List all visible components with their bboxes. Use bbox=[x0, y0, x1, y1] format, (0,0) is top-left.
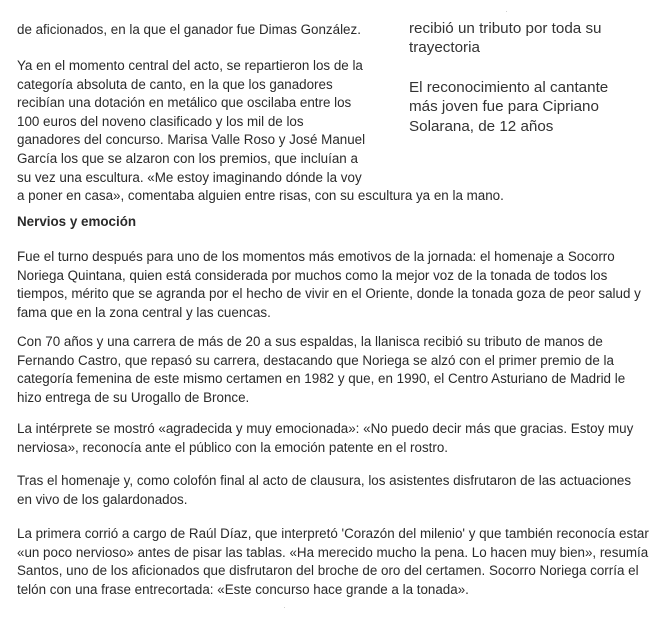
section-heading: Nervios y emoción bbox=[17, 214, 137, 229]
text-line: La intérprete se mostró «agradecida y muy emocionada»: «No puedo decir más que gracias. Estoy muy bbox=[17, 421, 634, 436]
text-line: recibían una dotación en metálico que oscilaba entre los bbox=[17, 95, 352, 111]
paragraph-career bbox=[17, 333, 625, 407]
text-line: trayectoria bbox=[409, 39, 480, 57]
sidebar-quote-youngest bbox=[409, 78, 608, 136]
text-line: Noriega Quintana, quien está considerada por muchos como la mejor voz de la tonada de todos los bbox=[17, 267, 608, 283]
text-line: La primera corrió a cargo de Raúl Díaz, que interpretó 'Corazón del milenio' y que también reconocía estar bbox=[17, 526, 649, 541]
text-line: su vez una escultura. «Me estoy imaginando dónde la voy bbox=[17, 169, 362, 185]
text-line: en vivo de los galardonados. bbox=[17, 491, 188, 507]
text-line: nerviosa», reconocía ante el público con la emoción patente en el rostro. bbox=[17, 439, 448, 455]
paragraph-closing bbox=[17, 472, 631, 509]
text-line: Santos, uno de los aficionados que disfrutaron del broche de oro del certamen. Socorro Noriega corría el bbox=[17, 563, 639, 579]
text-line: Con 70 años y una carrera de más de 20 a sus espaldas, la llanisca recibió su tributo de manos de bbox=[17, 334, 603, 349]
text-line: 100 euros del noveno clasificado y los mil de los bbox=[17, 113, 304, 129]
text-line: García los que se alzaron con los premios, que incluían a bbox=[17, 150, 358, 166]
paragraph-interpreter bbox=[17, 420, 633, 457]
text-line: Tras el homenaje y, como colofón final al acto de clausura, los asistentes disfrutaron de las actuaciones bbox=[17, 473, 632, 488]
paragraph-homage bbox=[17, 248, 641, 322]
scan-speck: · bbox=[283, 602, 286, 612]
text-line: Solarana, de 12 años bbox=[409, 117, 554, 135]
paragraph-performances bbox=[17, 525, 649, 599]
text-line: categoría femenina de este mismo certamen en 1982 y que, en 1990, el Centro Asturiano de Madrid le bbox=[17, 371, 626, 387]
text-line: Fernando Castro, que repasó su carrera, destacando que Noriega se alzó con el primer premio de la bbox=[17, 352, 614, 368]
text-line: hizo entrega de su Urogallo de Bronce. bbox=[17, 389, 250, 405]
sidebar-quote-tribute bbox=[409, 19, 602, 58]
text-line: telón con una frase entrecortada: «Este concurso hace grande a la tonada». bbox=[17, 581, 469, 597]
text-line: más joven fue para Cipriano bbox=[409, 98, 599, 116]
text-line: Ya en el momento central del acto, se repartieron los de la bbox=[17, 58, 363, 73]
text-line: tiempos, mérito que se agranda por el hecho de vivir en el Oriente, donde la tonada goza de peor salud y bbox=[17, 286, 641, 302]
text-line: El reconocimiento al cantante bbox=[409, 79, 609, 96]
text-line: ganadores del concurso. Marisa Valle Roso y José Manuel bbox=[17, 132, 366, 148]
text-line: fama que en la zona central y las cuencas. bbox=[17, 304, 271, 320]
text-line: «un poco nervioso» antes de pisar las tablas. «Ha merecido mucho la pena. Lo hacen muy bien», resumía bbox=[17, 544, 649, 560]
text-line: a poner en casa», comentaba alguien entre risas, con su escultura ya en la mano. bbox=[17, 188, 504, 204]
text-line: recibió un tributo por toda su bbox=[409, 20, 602, 37]
text-line: Fue el turno después para uno de los momentos más emotivos de la jornada: el homenaje a Socorro bbox=[17, 249, 615, 264]
scan-speck: · bbox=[505, 6, 508, 16]
text-line: categoría absoluta de canto, en la que los ganadores bbox=[17, 76, 333, 92]
intro-line: de aficionados, en la que el ganador fue Dimas González. bbox=[17, 22, 361, 37]
